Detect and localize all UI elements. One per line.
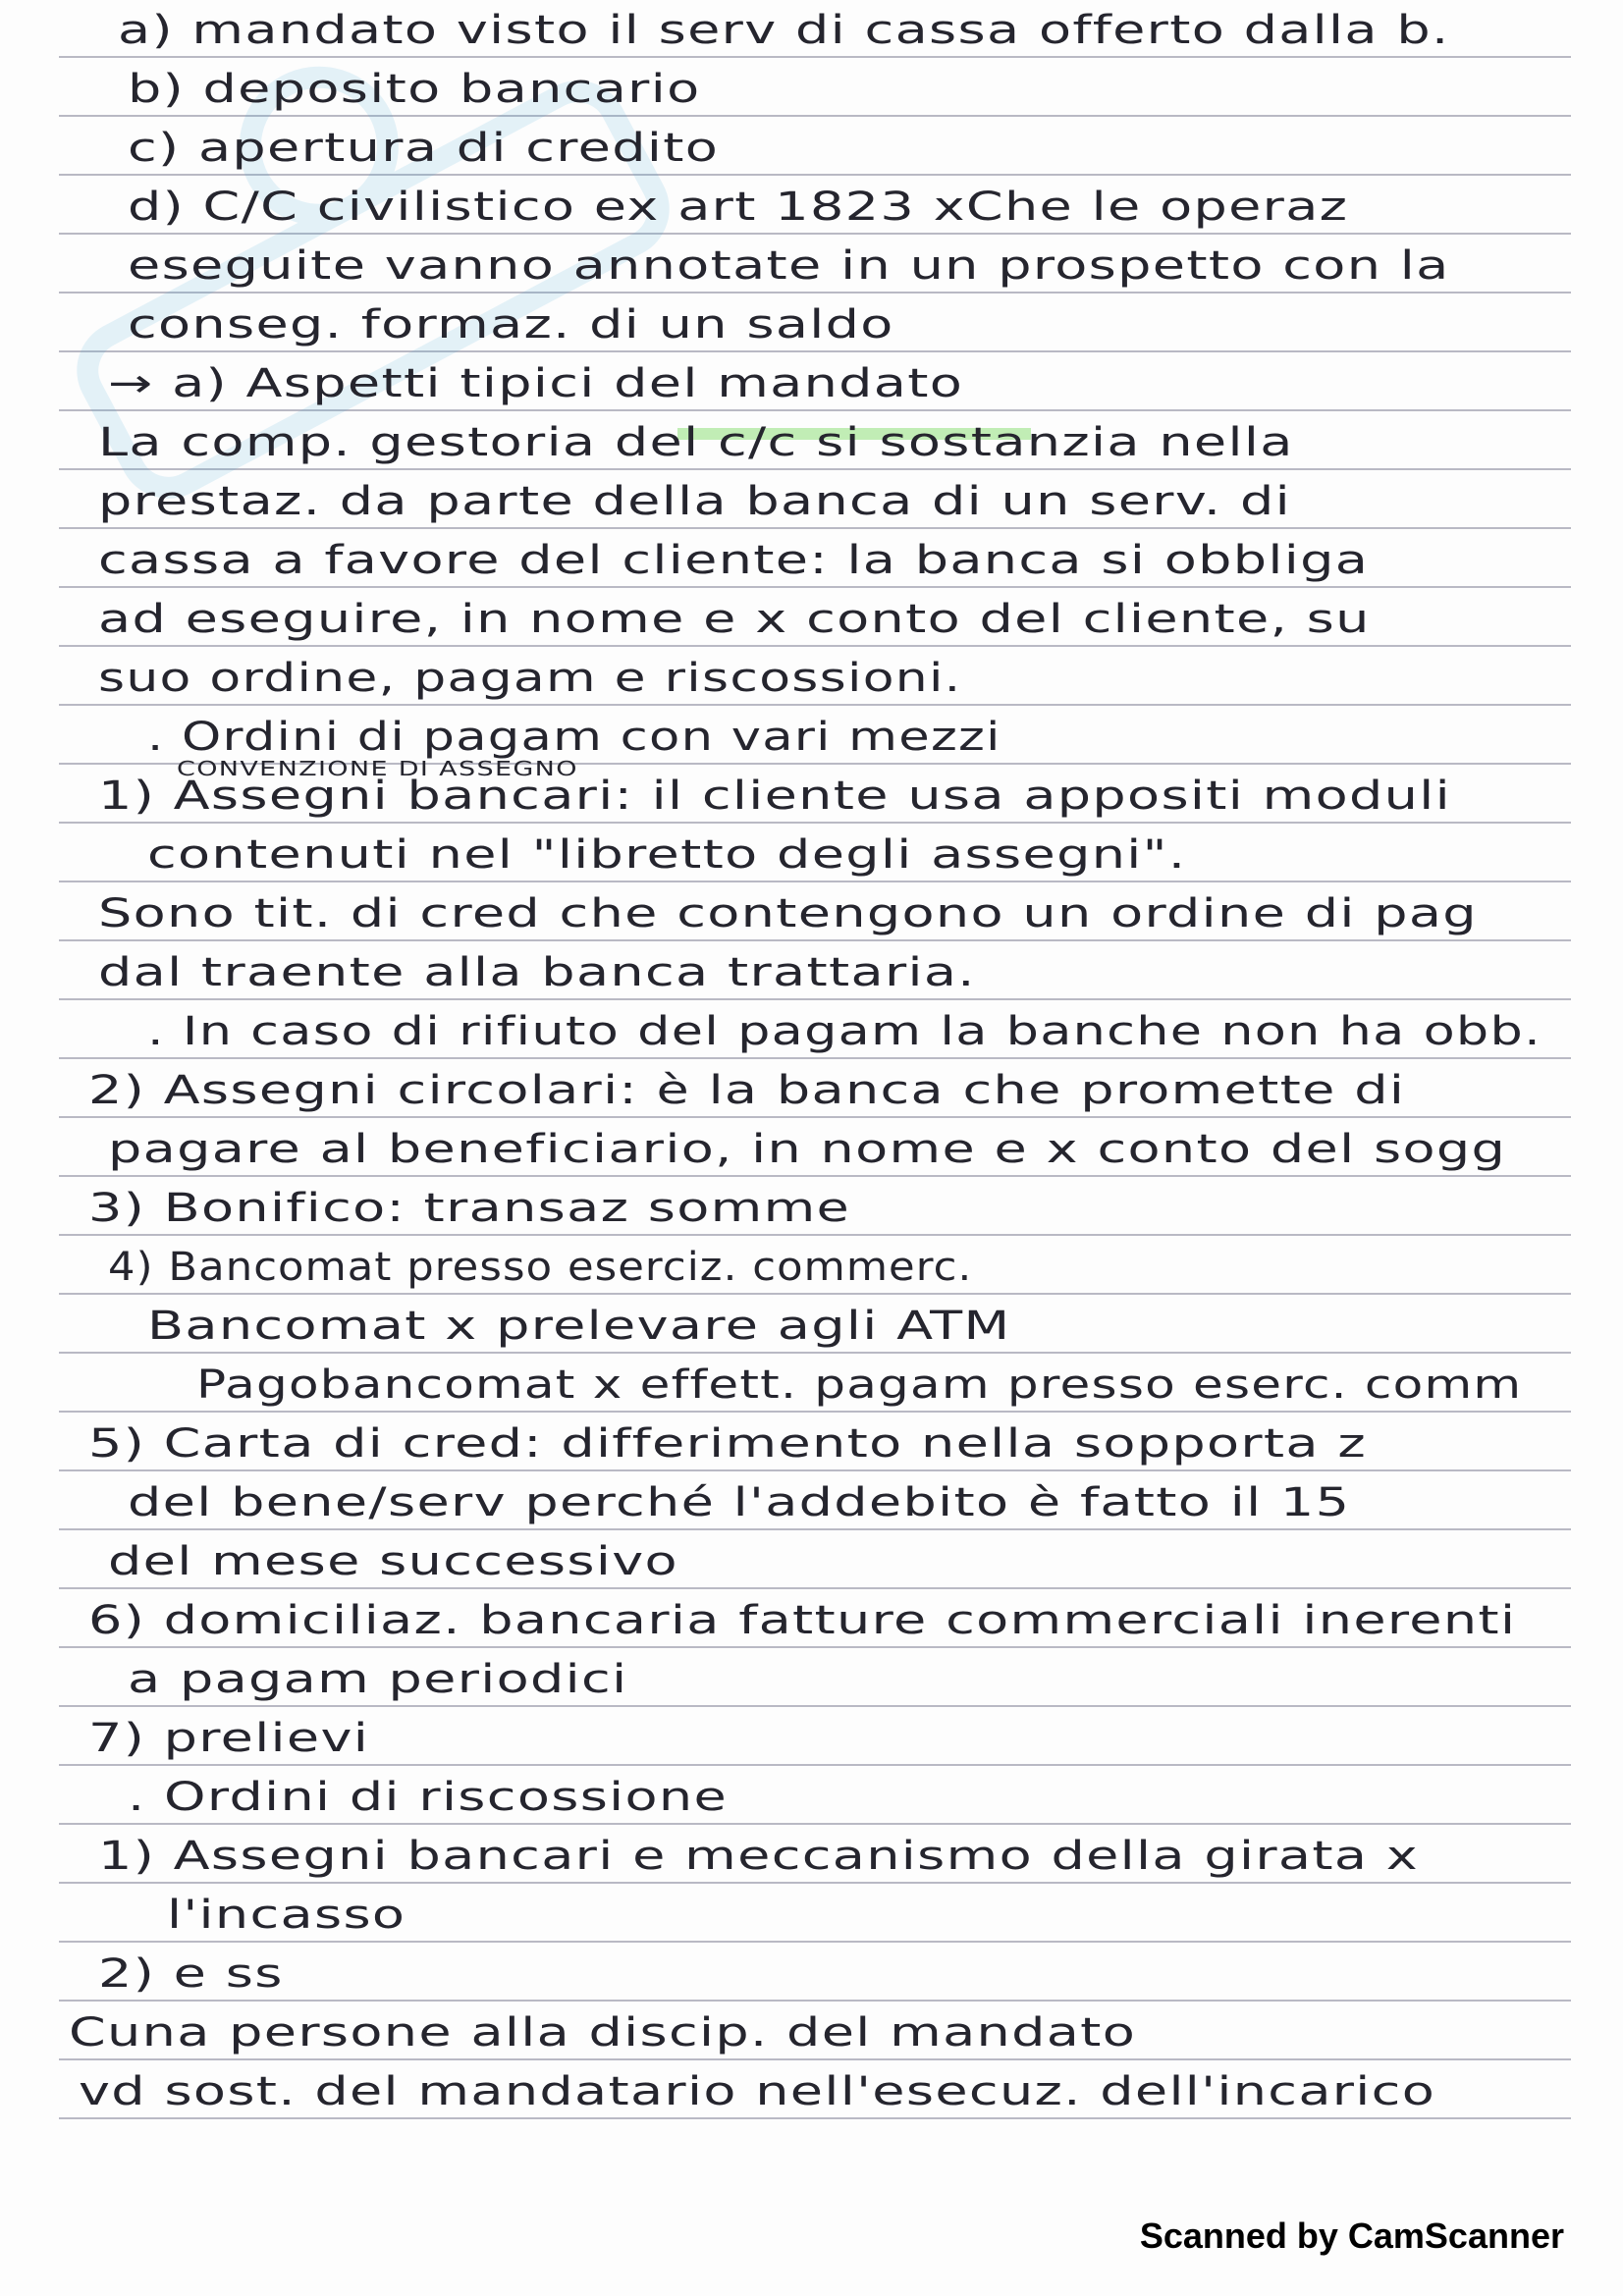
note-line: . Ordini di pagam con vari mezzi: [147, 715, 1001, 760]
note-line: ad eseguire, in nome e x conto del cliente, su: [98, 597, 1371, 642]
note-line: d) C/C civilistico ex art 1823 xChe le operaz: [128, 185, 1349, 230]
note-line: pagare al beneficiario, in nome e x conto del sogg: [108, 1127, 1507, 1172]
note-line: del mese successivo: [108, 1539, 678, 1584]
note-line: l'incasso: [167, 1893, 406, 1938]
note-line: Sono tit. di cred che contengono un ordine di pag: [98, 891, 1478, 936]
note-line: eseguite vanno annotate in un prospetto con la: [128, 243, 1450, 289]
note-line: 5) Carta di cred: differimento nella sopporta z: [88, 1421, 1368, 1467]
note-line: Bancomat x prelevare agli ATM: [147, 1304, 1011, 1349]
note-line: vd sost. del mandatario nell'esecuz. dell'incarico: [79, 2069, 1436, 2114]
note-line: prestaz. da parte della banca di un serv. di: [98, 479, 1291, 524]
note-line: 7) prelievi: [88, 1716, 370, 1761]
note-line: a pagam periodici: [128, 1657, 628, 1702]
scanner-credit: Scanned by CamScanner: [1139, 2216, 1564, 2256]
note-line: contenuti nel "libretto degli assegni".: [147, 832, 1187, 878]
note-line: Cuna persone alla discip. del mandato: [69, 2010, 1137, 2056]
note-line: Pagobancomat x effett. pagam presso eserc. comm: [196, 1362, 1523, 1408]
note-line: . In caso di rifiuto del pagam la banche non ha obb.: [147, 1009, 1542, 1054]
note-line: → a) Aspetti tipici del mandato: [108, 361, 964, 406]
note-line: La comp. gestoria del c/c si sostanzia nella: [98, 420, 1294, 465]
annotation-note: CONVENZIONE DI ASSEGNO: [177, 757, 578, 780]
note-line: dal traente alla banca trattaria.: [98, 950, 976, 995]
note-line: 6) domiciliaz. bancaria fatture commerciali inerenti: [88, 1598, 1517, 1643]
note-line: 2) e ss: [98, 1951, 284, 1997]
note-line: b) deposito bancario: [128, 67, 701, 112]
note-line: conseg. formaz. di un saldo: [128, 302, 894, 347]
note-line: 4) Bancomat presso eserciz. commerc.: [108, 1245, 973, 1290]
note-line: . Ordini di riscossione: [128, 1775, 729, 1820]
note-line: a) mandato visto il serv di cassa offerto dalla b.: [118, 8, 1450, 53]
note-line: c) apertura di credito: [128, 126, 720, 171]
note-line: cassa a favore del cliente: la banca si obbliga: [98, 538, 1370, 583]
note-line: 1) Assegni bancari e meccanismo della girata x: [98, 1834, 1420, 1879]
note-line: 2) Assegni circolari: è la banca che promette di: [88, 1068, 1406, 1113]
note-line: suo ordine, pagam e riscossioni.: [98, 656, 962, 701]
note-line: 1) Assegni bancari: il cliente usa appositi moduli: [98, 774, 1451, 819]
note-line: 3) Bonifico: transaz somme: [88, 1186, 851, 1231]
note-line: del bene/serv perché l'addebito è fatto il 15: [128, 1480, 1351, 1525]
